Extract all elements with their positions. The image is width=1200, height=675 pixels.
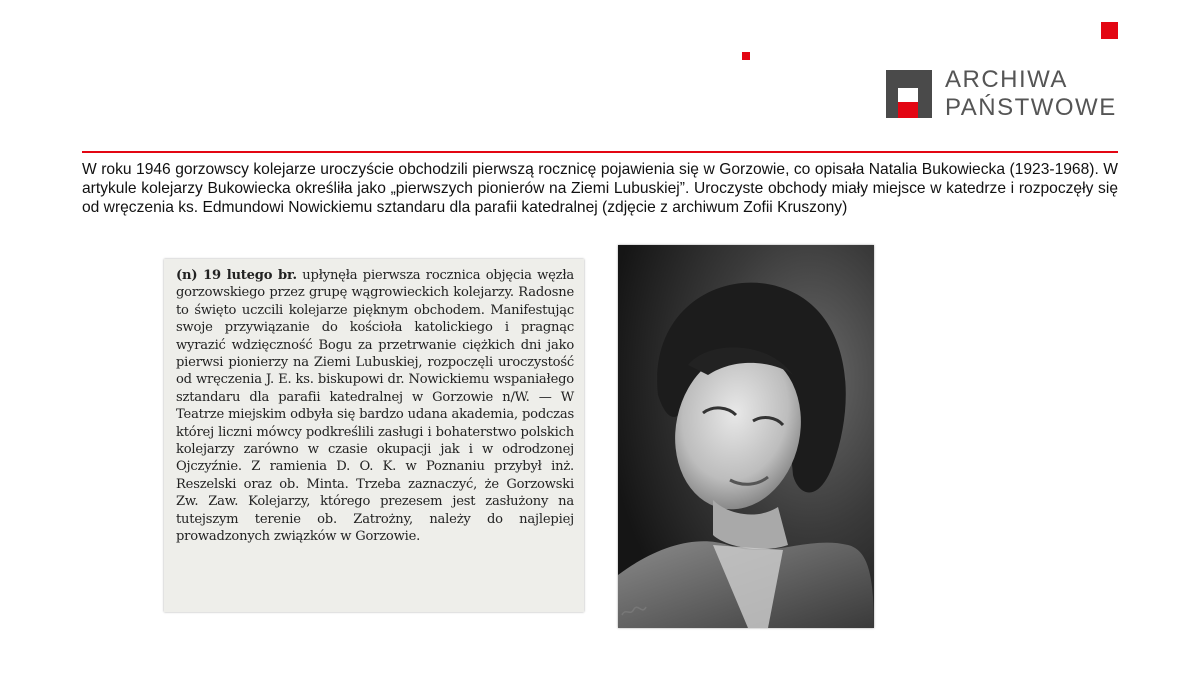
- logo-wordmark: [945, 66, 1117, 122]
- clipping-body: upłynęła pierwsza rocznica objęcia węzła gorzowskiego przez grupę wągrowieckich kolejarzy. Radosne to święto uczcili kolejarze pięknym obchodem. Manifestując swoje przywiązanie do kościoła katolickiego i pragnąc wyrazić wdzięczność Bogu za przetrwanie ciężkich dni jako pierwsi pionierzy na Ziemi Lubuskiej, rozpoczęli uroczystość od wręczenia J. E. ks. biskupowi dr. Nowickiemu wspaniałego sztandaru dla parafii katedralnej w Gorzowie n/W. — W Teatrze miejskim odbyła się bardzo udana akademia, podczas której liczni mówcy podkreślili zasługi i bohaterstwo polskich kolejarzy zarówno w czasie okupacji jak i w odrodzonej Ojczyźnie. Z ramienia D. O. K. w Poznaniu przybył inż. Reszelski oraz ob. Minta. Trzeba zaznaczyć, że Gorzowski Zw. Zaw. Kolejarzy, którego prezesem jest zasłużony na tutejszym terenie ob. Zatrożny, należy do najlepiej prowadzonych związków w Gorzowie.: [176, 268, 574, 545]
- header-divider: [82, 151, 1118, 153]
- archiwa-logo-icon: [886, 70, 932, 118]
- logo-line-2: PAŃSTWOWE: [945, 94, 1117, 121]
- portrait-photo: [618, 245, 874, 628]
- newspaper-clipping: [164, 259, 584, 612]
- slide-caption: W roku 1946 gorzowscy kolejarze uroczyście obchodzili pierwszą rocznicę pojawienia się w Gorzowie, co opisała Natalia Bukowiecka (1923-1968). W artykule kolejarzy Bukowiecka określiła jako „pierwszych pionierów na Ziemi Lubuskiej”. Uroczyste obchody miały miejsce w katedrze i rozpoczęły się od wręczenia ks. Edmundowi Nowickiemu sztandaru dla parafii katedralnej (zdjęcie z archiwum Zofii Kruszony): [82, 161, 1118, 216]
- portrait-image: [618, 245, 874, 628]
- clipping-lead: (n) 19 lutego br.: [176, 268, 297, 283]
- logo-line-1: ARCHIWA: [945, 66, 1068, 93]
- clipping-text: [164, 259, 584, 546]
- decorative-red-square-large: [1101, 22, 1118, 39]
- decorative-red-square-small: [742, 52, 750, 60]
